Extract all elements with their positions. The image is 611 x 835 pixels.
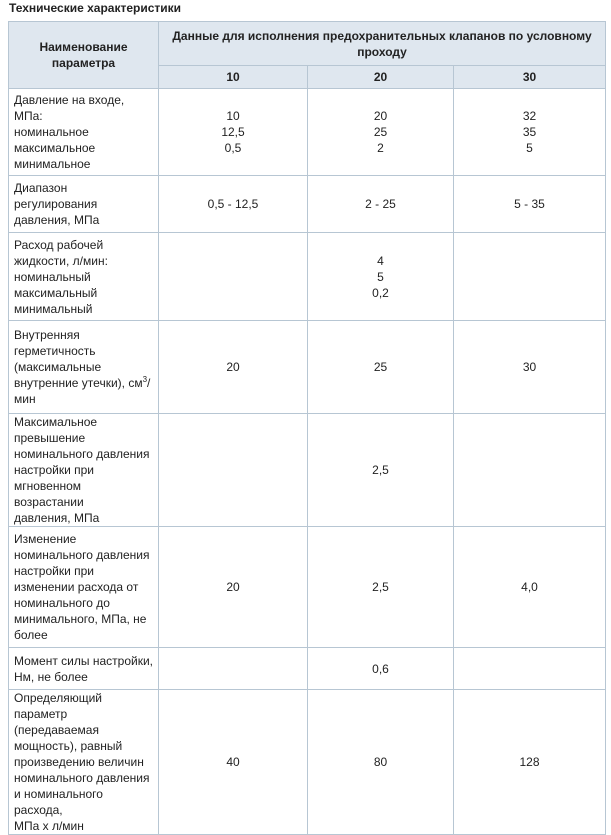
header-size-20: 20	[308, 66, 454, 89]
table-row	[9, 321, 606, 414]
value-cell: 4,0	[454, 527, 606, 648]
value-cell: 40	[159, 690, 308, 835]
param-label: Внутренняя герметичность (максимальные внутренние утечки), $см^3/$ мин	[9, 321, 159, 414]
table-row	[9, 648, 606, 690]
value-cell: 20 25 2	[308, 89, 454, 176]
value-cell: 80	[308, 690, 454, 835]
value-cell: 2,5	[308, 414, 454, 527]
value-cell	[454, 233, 606, 321]
value-cell: 4 5 0,2	[308, 233, 454, 321]
value-cell: 32 35 5	[454, 89, 606, 176]
value-cell: 30	[454, 321, 606, 414]
value-cell: 128	[454, 690, 606, 835]
param-label: Давление на входе, МПа: номинальное максимальное минимальное	[9, 89, 159, 176]
value-cell: 0,6	[308, 648, 454, 690]
value-cell: 2,5	[308, 527, 454, 648]
header-param-name: Наименование параметра	[9, 22, 159, 89]
value-cell: 20	[159, 321, 308, 414]
value-cell: 5 - 35	[454, 176, 606, 233]
param-label: Определяющий параметр (передаваемая мощность), равный произведению величин номинального давления и номинального расхода, МПа х л/мин	[9, 690, 159, 835]
value-cell: 25	[308, 321, 454, 414]
param-label: Максимальное превышение номинального давления настройки при мгновенном возрастании давления, МПа	[9, 414, 159, 527]
value-cell	[454, 414, 606, 527]
specifications-table	[8, 21, 606, 835]
value-cell: 20	[159, 527, 308, 648]
value-cell: 0,5 - 12,5	[159, 176, 308, 233]
table-row	[9, 414, 606, 527]
table-row	[9, 690, 606, 835]
value-cell	[159, 233, 308, 321]
param-label: Момент силы настройки, Нм, не более	[9, 648, 159, 690]
table-row	[9, 89, 606, 176]
page-title: Технические характеристики	[9, 1, 182, 15]
param-label: Изменение номинального давления настройки при изменении расхода от номинального до минимального, МПа, не более	[9, 527, 159, 648]
header-size-10: 10	[159, 66, 308, 89]
param-label: Расход рабочей жидкости, л/мин: номинальный максимальный минимальный	[9, 233, 159, 321]
table-row	[9, 233, 606, 321]
value-cell	[159, 648, 308, 690]
value-cell	[159, 414, 308, 527]
header-size-30: 30	[454, 66, 606, 89]
table-row	[9, 176, 606, 233]
param-label: Диапазон регулирования давления, МПа	[9, 176, 159, 233]
value-cell	[454, 648, 606, 690]
value-cell: 2 - 25	[308, 176, 454, 233]
header-data-group: Данные для исполнения предохранительных клапанов по условному проходу	[159, 22, 606, 66]
value-cell: 10 12,5 0,5	[159, 89, 308, 176]
table-row	[9, 527, 606, 648]
